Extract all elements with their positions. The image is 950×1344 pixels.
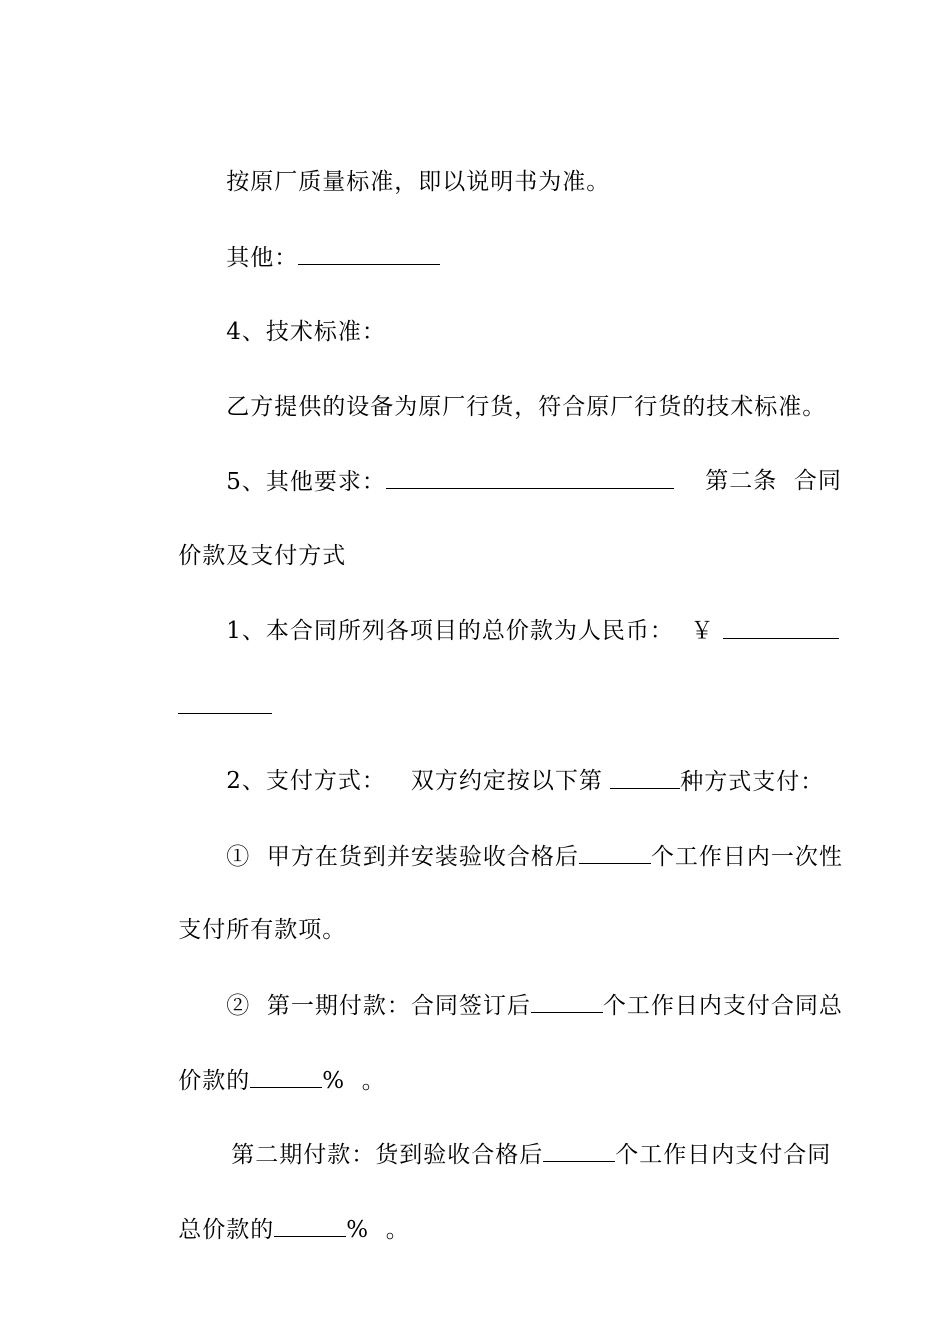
blank-field <box>723 616 839 639</box>
text: % 。 <box>346 1217 410 1243</box>
text: 5、其他要求： <box>226 469 386 495</box>
text: 第二条 合同 <box>705 468 842 494</box>
text: 价款的 <box>178 1068 251 1094</box>
blank-field <box>579 841 651 864</box>
text: 4、技术标准： <box>226 319 386 345</box>
blank-field <box>386 466 674 489</box>
text: 个工作日内一次性 <box>650 844 843 870</box>
text: 2、支付方式： 双方约定按以下第 <box>226 768 603 794</box>
text: ② 第一期付款：合同签订后 <box>226 993 531 1019</box>
blank-field <box>610 766 680 789</box>
second-payment-line-cont <box>145 1184 410 1275</box>
blank-field <box>250 1065 322 1088</box>
text: ① 甲方在货到并安装验收合格后 <box>226 844 579 870</box>
text: % 。 <box>322 1068 386 1094</box>
blank-field <box>531 990 603 1013</box>
blank-field <box>274 1214 346 1237</box>
text: 支付所有款项。 <box>178 917 347 943</box>
total-price-blank <box>690 586 839 677</box>
text: 乙方提供的设备为原厂行货，符合原厂行货的技术标准。 <box>226 394 827 420</box>
text: 种方式支付： <box>680 769 825 795</box>
text: 价款及支付方式 <box>178 543 347 569</box>
blank-field <box>298 242 440 265</box>
blank-field <box>178 691 272 714</box>
text: 总价款的 <box>178 1217 275 1243</box>
article-two-heading <box>672 436 842 526</box>
text: 按原厂质量标准，即以说明书为准。 <box>226 169 611 195</box>
text: 个工作日内支付合同总 <box>602 993 843 1019</box>
text: 其他： <box>226 245 299 271</box>
text: 个工作日内支付合同 <box>615 1142 832 1168</box>
text: 第二期付款：货到验收合格后 <box>231 1142 544 1168</box>
text: 1、本合同所列各项目的总价款为人民币： ￥ <box>226 618 715 644</box>
blank-field <box>543 1139 615 1162</box>
